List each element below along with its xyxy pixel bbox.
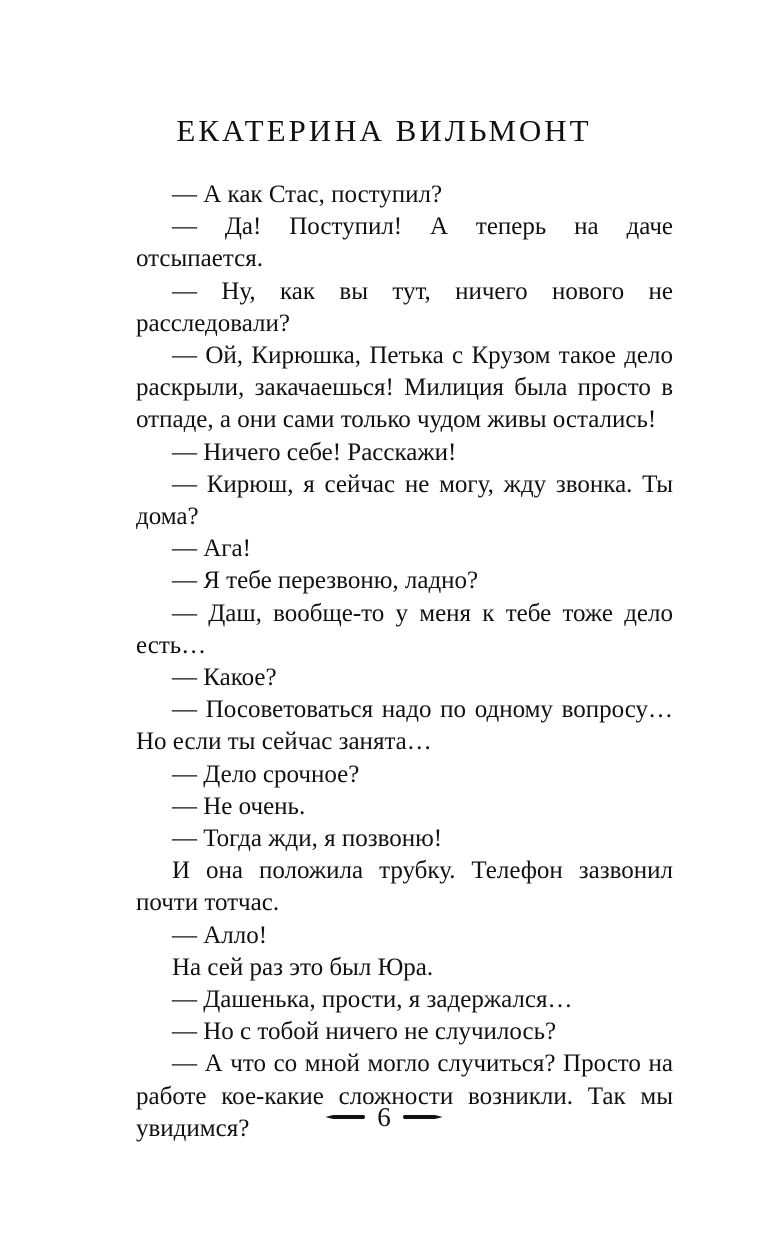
paragraph: — Тогда жди, я позвоню! (172, 825, 443, 853)
paragraph: И она положила трубку. Телефон зазвонил почти тотчас. (136, 857, 673, 917)
paragraph: — А как Стас, поступил? (172, 181, 443, 208)
paragraph: На сей раз это был Юра. (172, 953, 434, 981)
paragraph: — Но с тобой ничего не случилось? (172, 1018, 557, 1046)
running-title: ЕКАТЕРИНА ВИЛЬМОНТ (176, 113, 592, 148)
paragraph: — Дашенька, прости, я задержался… (172, 986, 573, 1014)
paragraph: — Ну, как вы тут, ничего нового не расследовали? (136, 277, 673, 337)
paragraph: — Ага! (172, 535, 251, 563)
page-body (136, 179, 673, 1145)
page-footer (0, 1101, 768, 1133)
ornament-dash-right (403, 1115, 443, 1119)
paragraph: — Ой, Кирюшка, Петька с Крузом такое дело раскрыли, закачаешься! Милиция была просто в отпаде, а они сами только чудом живы остались! (136, 342, 673, 434)
paragraph: — Кирюш, я сейчас не могу, жду звонка. Ты дома? (136, 470, 673, 531)
paragraph: — Алло! (172, 921, 268, 949)
paragraph: — Да! Поступил! А теперь на даче отсыпается. (136, 213, 673, 273)
paragraph: — Дело срочное? (172, 760, 360, 788)
paragraph: — А что со мной могло случиться? Просто на работе кое-какие сложности возникли. Так мы увидимся? (136, 1050, 673, 1142)
paragraph: — Посоветоваться надо по одному вопросу… Но если ты сейчас занята… (136, 696, 673, 756)
paragraph: — Не очень. (172, 792, 306, 820)
paragraph: — Даш, вообще-то у меня к тебе тоже дело есть… (136, 599, 673, 659)
ornament-dash-left (325, 1115, 365, 1119)
paragraph: — Какое? (172, 664, 277, 692)
page-number: 6 (377, 1102, 391, 1132)
paragraph: — Я тебе перезвоню, ладно? (172, 567, 479, 595)
paragraph: — Ничего себе! Расскажи! (172, 438, 457, 466)
